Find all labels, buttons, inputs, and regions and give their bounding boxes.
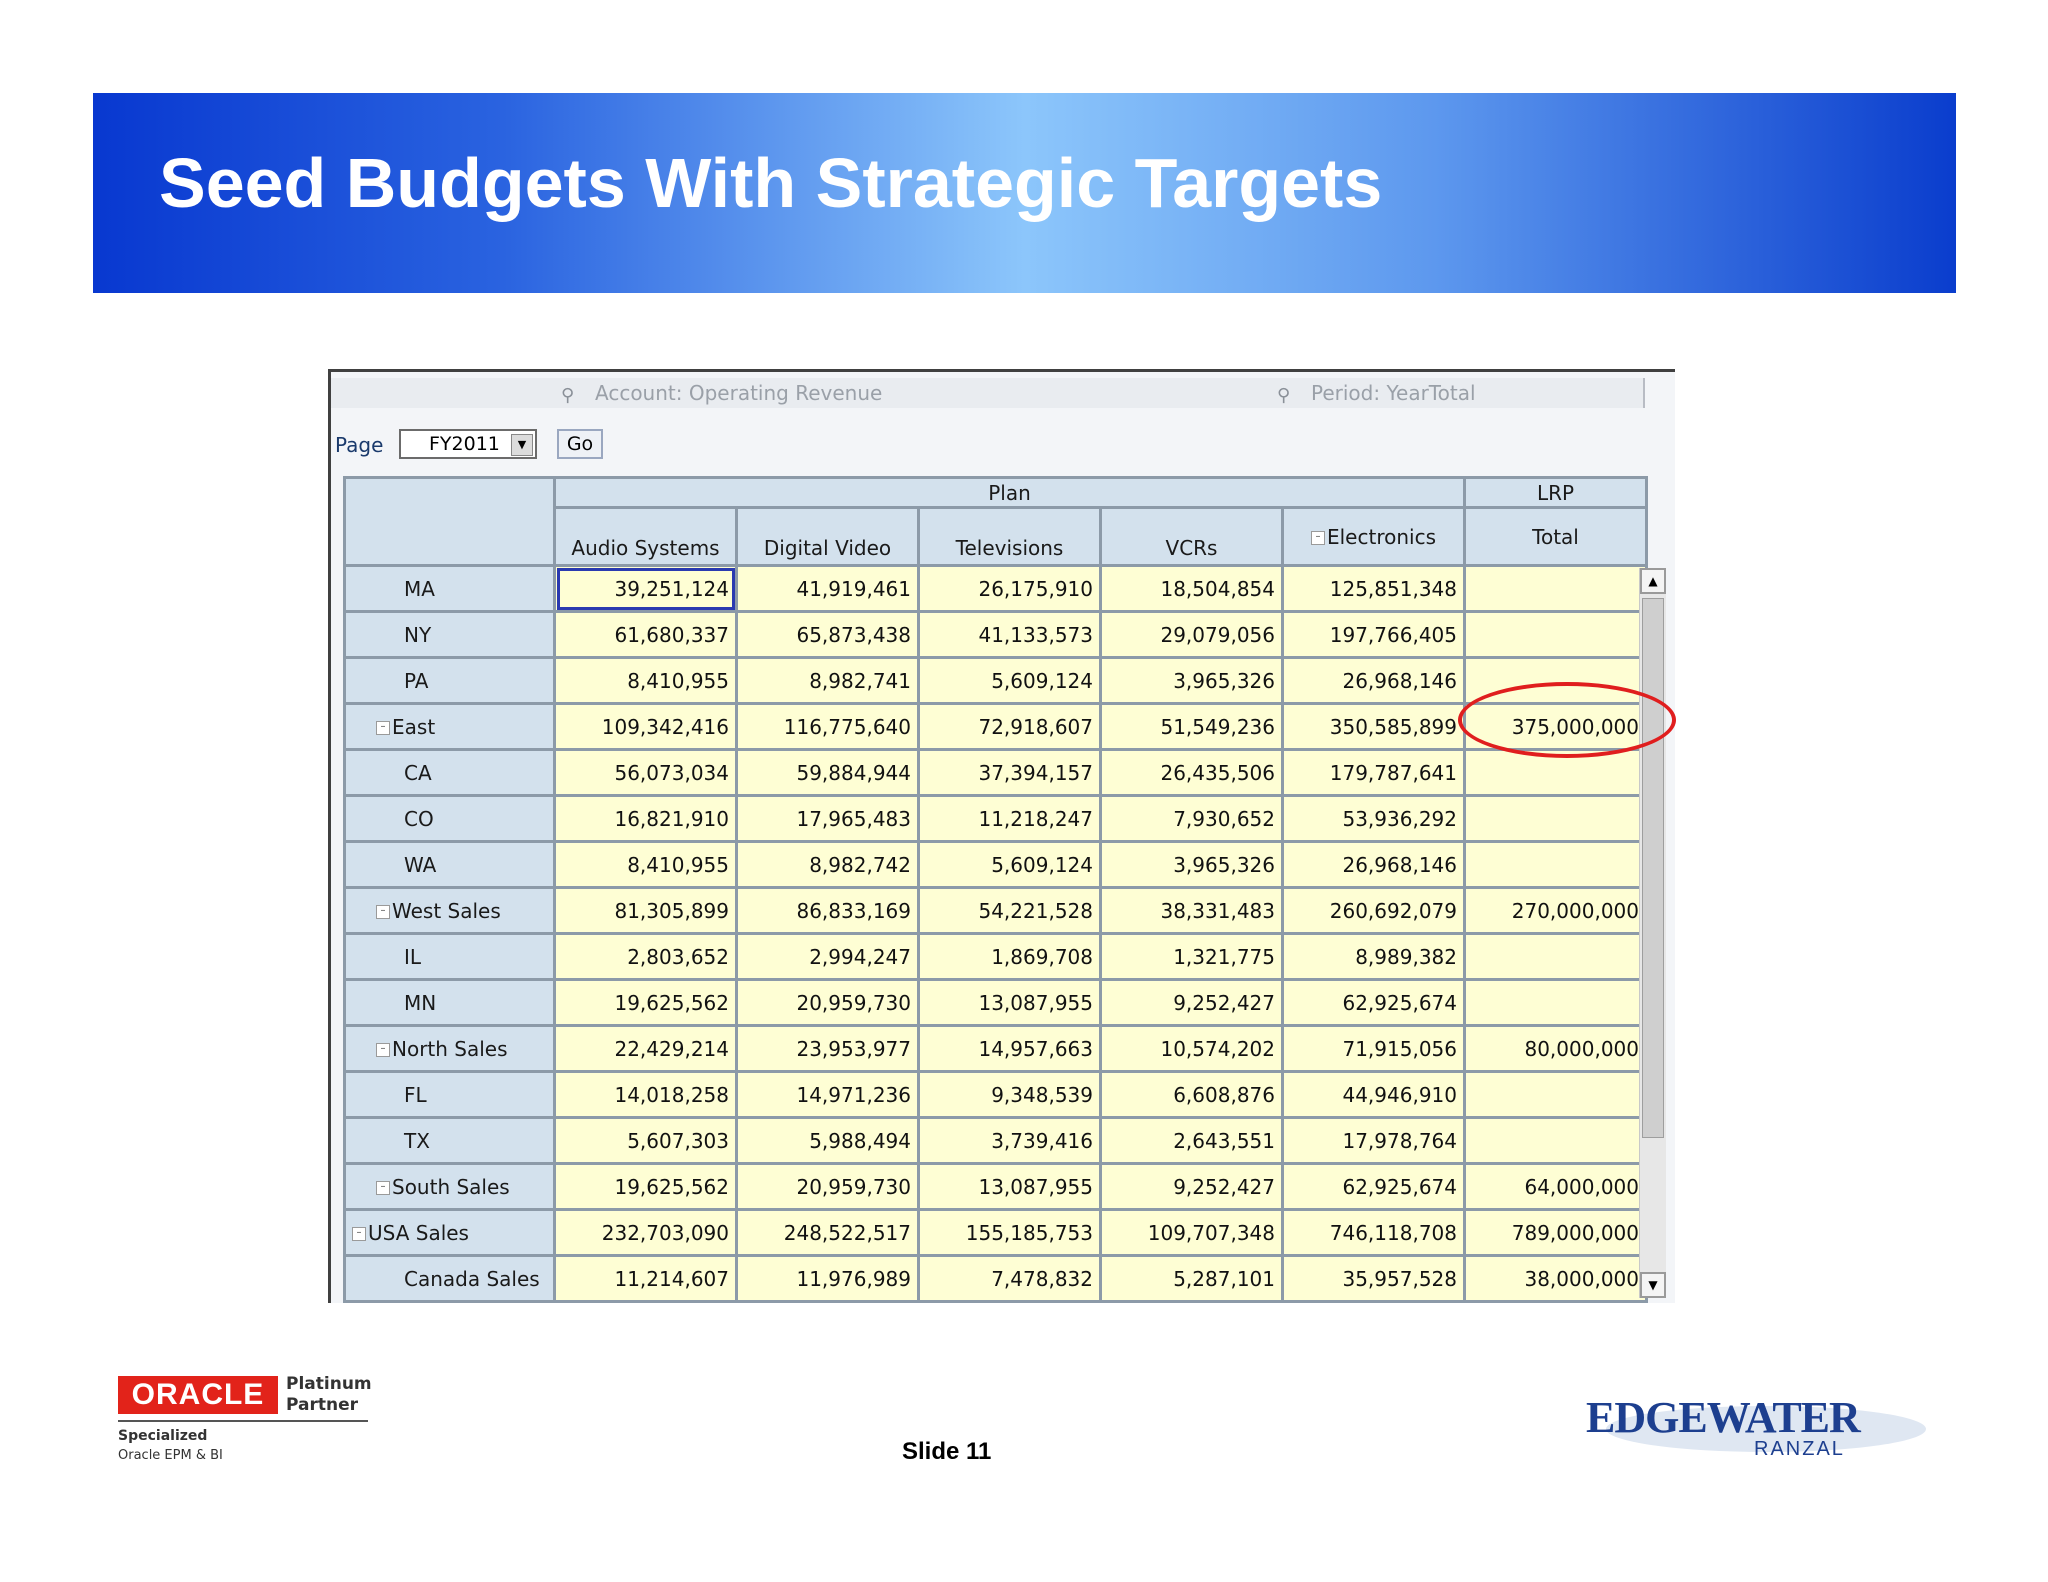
data-cell[interactable]: 7,478,832: [919, 1256, 1101, 1302]
data-cell[interactable]: 56,073,034: [555, 750, 737, 796]
data-cell[interactable]: 8,982,741: [737, 658, 919, 704]
data-cell[interactable]: 1,321,775: [1101, 934, 1283, 980]
row-label: FL: [345, 1072, 555, 1118]
data-cell[interactable]: 26,968,146: [1283, 842, 1465, 888]
row-label[interactable]: – West Sales: [345, 888, 555, 934]
pov-account[interactable]: [331, 378, 1125, 408]
oracle-divider: [118, 1420, 368, 1422]
table-row: [345, 566, 1647, 612]
table-row: [345, 1118, 1647, 1164]
table-row: [345, 980, 1647, 1026]
data-cell[interactable]: 62,925,674: [1283, 980, 1465, 1026]
data-cell[interactable]: 19,625,562: [555, 1164, 737, 1210]
column-header: Televisions: [919, 508, 1101, 566]
data-cell[interactable]: 64,000,000: [1465, 1164, 1647, 1210]
data-cell[interactable]: [1465, 796, 1647, 842]
table-row: [345, 1164, 1647, 1210]
data-cell[interactable]: 350,585,899: [1283, 704, 1465, 750]
data-cell[interactable]: 2,994,247: [737, 934, 919, 980]
data-cell[interactable]: 5,609,124: [919, 842, 1101, 888]
data-cell[interactable]: [1465, 612, 1647, 658]
data-cell[interactable]: 20,959,730: [737, 1164, 919, 1210]
table-row: [345, 750, 1647, 796]
data-cell[interactable]: 14,971,236: [737, 1072, 919, 1118]
oracle-specialized: Specialized: [118, 1428, 208, 1444]
data-cell[interactable]: 5,287,101: [1101, 1256, 1283, 1302]
data-cell[interactable]: 8,410,955: [555, 842, 737, 888]
data-cell[interactable]: 3,739,416: [919, 1118, 1101, 1164]
data-cell[interactable]: 9,252,427: [1101, 980, 1283, 1026]
row-label: IL: [345, 934, 555, 980]
data-cell[interactable]: 72,918,607: [919, 704, 1101, 750]
row-label: TX: [345, 1118, 555, 1164]
data-cell[interactable]: [1465, 842, 1647, 888]
data-cell[interactable]: 9,348,539: [919, 1072, 1101, 1118]
row-label: NY: [345, 612, 555, 658]
data-cell[interactable]: [1465, 1072, 1647, 1118]
data-cell[interactable]: 9,252,427: [1101, 1164, 1283, 1210]
row-label: WA: [345, 842, 555, 888]
data-cell[interactable]: 35,957,528: [1283, 1256, 1465, 1302]
data-cell[interactable]: 14,018,258: [555, 1072, 737, 1118]
data-cell[interactable]: 13,087,955: [919, 980, 1101, 1026]
data-cell[interactable]: 375,000,000: [1465, 704, 1647, 750]
column-header: Digital Video: [737, 508, 919, 566]
row-label: CO: [345, 796, 555, 842]
row-label[interactable]: – East: [345, 704, 555, 750]
data-cell[interactable]: 6,608,876: [1101, 1072, 1283, 1118]
collapse-icon[interactable]: –: [352, 1227, 366, 1241]
data-cell[interactable]: 2,643,551: [1101, 1118, 1283, 1164]
edgewater-subtitle: RANZAL: [1754, 1438, 1845, 1460]
data-cell[interactable]: 86,833,169: [737, 888, 919, 934]
data-cell[interactable]: 14,957,663: [919, 1026, 1101, 1072]
edgewater-logo: [1586, 1390, 1926, 1460]
collapse-icon[interactable]: –: [376, 1043, 390, 1057]
header-group-plan: Plan: [555, 478, 1465, 508]
data-cell[interactable]: 155,185,753: [919, 1210, 1101, 1256]
data-cell[interactable]: 109,707,348: [1101, 1210, 1283, 1256]
data-cell[interactable]: 5,988,494: [737, 1118, 919, 1164]
data-cell[interactable]: 7,930,652: [1101, 796, 1283, 842]
data-cell[interactable]: 232,703,090: [555, 1210, 737, 1256]
row-label: MA: [345, 566, 555, 612]
data-cell[interactable]: 109,342,416: [555, 704, 737, 750]
pov-period-label: Period: YearTotal: [1311, 381, 1476, 405]
oracle-wordmark: ORACLE: [118, 1376, 278, 1414]
collapse-icon[interactable]: –: [376, 721, 390, 735]
table-row: [345, 888, 1647, 934]
column-header: Audio Systems: [555, 508, 737, 566]
data-cell[interactable]: [1465, 1118, 1647, 1164]
data-cell[interactable]: 20,959,730: [737, 980, 919, 1026]
grid-body: [345, 566, 1647, 1302]
highlight-circle: [1458, 682, 1676, 758]
grid-corner: [345, 478, 555, 566]
slide-number: Slide 11: [902, 1438, 992, 1465]
data-cell[interactable]: 39,251,124: [555, 566, 737, 612]
data-cell[interactable]: 17,965,483: [737, 796, 919, 842]
data-cell[interactable]: 44,946,910: [1283, 1072, 1465, 1118]
data-cell[interactable]: 59,884,944: [737, 750, 919, 796]
data-cell[interactable]: 10,574,202: [1101, 1026, 1283, 1072]
data-form: [328, 369, 1675, 1303]
data-cell[interactable]: 62,925,674: [1283, 1164, 1465, 1210]
table-row: [345, 796, 1647, 842]
row-label: Canada Sales: [345, 1256, 555, 1302]
data-cell[interactable]: 116,775,640: [737, 704, 919, 750]
data-cell[interactable]: 179,787,641: [1283, 750, 1465, 796]
table-row: [345, 1210, 1647, 1256]
data-cell[interactable]: 41,133,573: [919, 612, 1101, 658]
data-cell[interactable]: [1465, 980, 1647, 1026]
data-cell[interactable]: 22,429,214: [555, 1026, 737, 1072]
collapse-icon[interactable]: –: [1311, 531, 1325, 545]
data-cell[interactable]: 13,087,955: [919, 1164, 1101, 1210]
data-cell[interactable]: 3,965,326: [1101, 842, 1283, 888]
pov-account-label: Account: Operating Revenue: [595, 381, 883, 405]
data-cell[interactable]: 1,869,708: [919, 934, 1101, 980]
data-cell[interactable]: 5,607,303: [555, 1118, 737, 1164]
data-cell[interactable]: 11,218,247: [919, 796, 1101, 842]
data-cell[interactable]: 37,394,157: [919, 750, 1101, 796]
data-cell[interactable]: 38,000,000: [1465, 1256, 1647, 1302]
pov-period[interactable]: [1123, 378, 1645, 408]
data-cell[interactable]: 17,978,764: [1283, 1118, 1465, 1164]
data-cell[interactable]: 65,873,438: [737, 612, 919, 658]
go-button[interactable]: Go: [557, 429, 603, 459]
page-select[interactable]: [399, 429, 537, 459]
data-cell[interactable]: 11,214,607: [555, 1256, 737, 1302]
table-row: [345, 704, 1647, 750]
data-cell[interactable]: 11,976,989: [737, 1256, 919, 1302]
data-cell[interactable]: [1465, 934, 1647, 980]
data-cell[interactable]: 248,522,517: [737, 1210, 919, 1256]
data-cell[interactable]: 51,549,236: [1101, 704, 1283, 750]
data-cell[interactable]: 125,851,348: [1283, 566, 1465, 612]
data-cell[interactable]: 8,982,742: [737, 842, 919, 888]
row-label: CA: [345, 750, 555, 796]
table-row: [345, 1072, 1647, 1118]
table-row: [345, 1026, 1647, 1072]
title-banner: [93, 93, 1956, 293]
search-member-icon[interactable]: ⚲: [561, 385, 575, 406]
vertical-scrollbar[interactable]: [1639, 568, 1666, 1298]
scroll-thumb[interactable]: [1642, 598, 1664, 1138]
data-cell[interactable]: 26,968,146: [1283, 658, 1465, 704]
data-cell[interactable]: 8,989,382: [1283, 934, 1465, 980]
collapse-icon[interactable]: –: [376, 1181, 390, 1195]
data-cell[interactable]: 38,331,483: [1101, 888, 1283, 934]
data-cell[interactable]: 8,410,955: [555, 658, 737, 704]
search-member-icon[interactable]: ⚲: [1277, 385, 1291, 406]
table-row: [345, 658, 1647, 704]
data-cell[interactable]: [1465, 566, 1647, 612]
collapse-icon[interactable]: –: [376, 905, 390, 919]
data-grid: [343, 476, 1648, 1303]
row-label[interactable]: – North Sales: [345, 1026, 555, 1072]
row-label[interactable]: – South Sales: [345, 1164, 555, 1210]
data-cell[interactable]: 746,118,708: [1283, 1210, 1465, 1256]
edgewater-name: EDGEWATER: [1586, 1393, 1860, 1442]
data-cell[interactable]: 41,919,461: [737, 566, 919, 612]
row-label[interactable]: – USA Sales: [345, 1210, 555, 1256]
page-label: Page: [335, 433, 384, 457]
table-row: [345, 934, 1647, 980]
page-select-value: FY2011: [429, 433, 500, 455]
slide-title: Seed Budgets With Strategic Targets: [159, 144, 1383, 222]
data-cell[interactable]: 61,680,337: [555, 612, 737, 658]
data-cell[interactable]: 80,000,000: [1465, 1026, 1647, 1072]
column-header-electronics[interactable]: – Electronics: [1283, 508, 1465, 566]
data-cell[interactable]: 789,000,000: [1465, 1210, 1647, 1256]
data-cell[interactable]: 29,079,056: [1101, 612, 1283, 658]
data-cell[interactable]: 270,000,000: [1465, 888, 1647, 934]
row-label: PA: [345, 658, 555, 704]
column-header: Total: [1465, 508, 1647, 566]
table-row: [345, 1256, 1647, 1302]
data-cell[interactable]: 3,965,326: [1101, 658, 1283, 704]
data-cell[interactable]: 81,305,899: [555, 888, 737, 934]
data-cell[interactable]: 5,609,124: [919, 658, 1101, 704]
data-cell[interactable]: 19,625,562: [555, 980, 737, 1026]
data-cell[interactable]: 16,821,910: [555, 796, 737, 842]
header-group-lrp: LRP: [1465, 478, 1647, 508]
data-cell[interactable]: 26,175,910: [919, 566, 1101, 612]
column-header: VCRs: [1101, 508, 1283, 566]
data-cell[interactable]: 71,915,056: [1283, 1026, 1465, 1072]
data-cell[interactable]: 53,936,292: [1283, 796, 1465, 842]
row-label: MN: [345, 980, 555, 1026]
data-cell[interactable]: 260,692,079: [1283, 888, 1465, 934]
data-cell[interactable]: 26,435,506: [1101, 750, 1283, 796]
scroll-down-icon[interactable]: ▼: [1640, 1272, 1666, 1298]
oracle-tier: Platinum Partner: [286, 1374, 372, 1415]
data-cell[interactable]: 54,221,528: [919, 888, 1101, 934]
data-cell[interactable]: 2,803,652: [555, 934, 737, 980]
data-cell[interactable]: 197,766,405: [1283, 612, 1465, 658]
scroll-up-icon[interactable]: ▲: [1640, 568, 1666, 594]
oracle-subtitle: Oracle EPM & BI: [118, 1448, 223, 1463]
chevron-down-icon[interactable]: ▼: [511, 434, 533, 456]
table-row: [345, 842, 1647, 888]
data-cell[interactable]: 18,504,854: [1101, 566, 1283, 612]
data-cell[interactable]: 23,953,977: [737, 1026, 919, 1072]
table-row: [345, 612, 1647, 658]
